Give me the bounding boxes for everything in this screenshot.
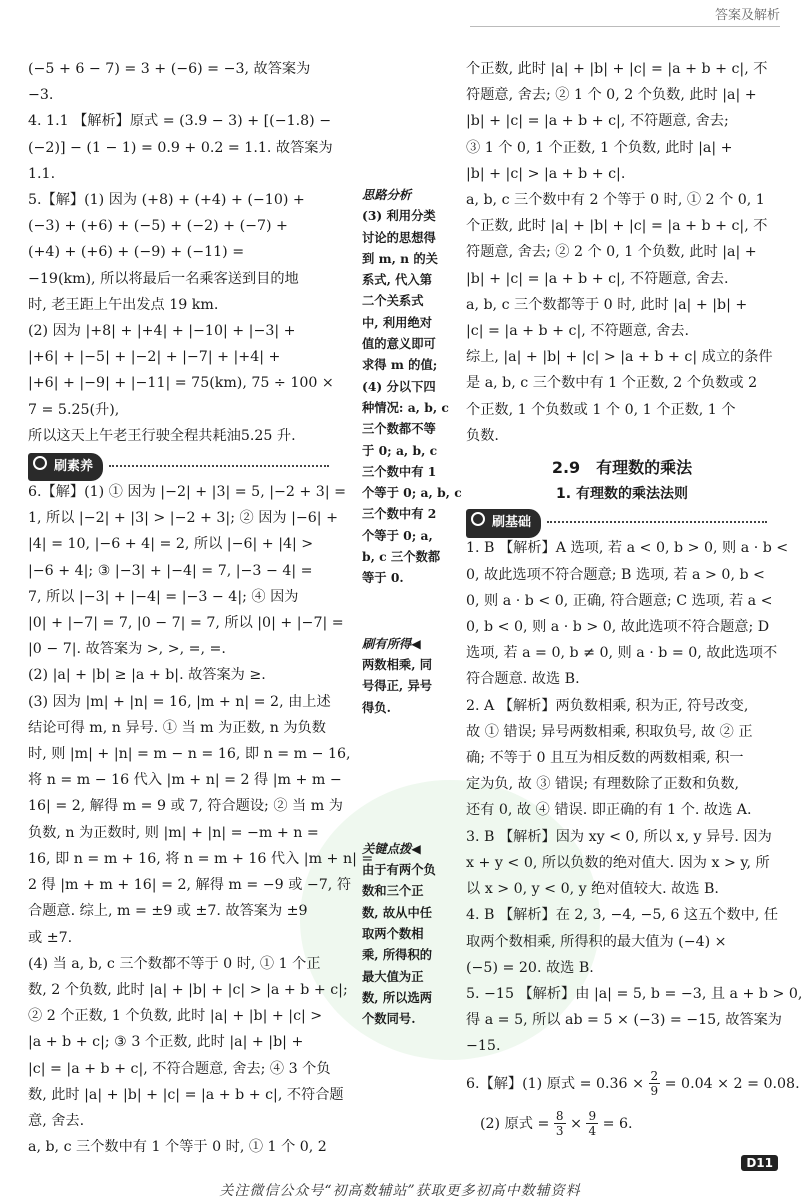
right-column bbox=[466, 56, 802, 1144]
spacer bbox=[362, 589, 454, 633]
text-line: 4. B 【解析】在 2, 3, −4, −5, 6 这五个数中, 任 bbox=[466, 907, 779, 924]
text-line: a, b, c 三个数都等于 0 时, 此时 |a| + |b| + bbox=[466, 296, 748, 313]
text-line: 个正数, 此时 |a| + |b| + |c| = |a + b + c|, 不 bbox=[466, 61, 768, 77]
side-note-line: 值的意义即可 bbox=[362, 336, 436, 352]
text-line: 数, 此时 |a| + |b| + |c| = |a + b + c|, 不符合题 bbox=[28, 1086, 344, 1103]
text-line: 或 ±7. bbox=[28, 929, 73, 946]
text-line: (4) 当 a, b, c 三个数都不等于 0 时, ① 1 个正 bbox=[28, 955, 321, 972]
text-line: (3) 因为 |m| + |n| = 16, |m + n| = 2, 由上述 bbox=[28, 693, 331, 710]
text-line: 2 得 |m + m + 16| = 2, 解得 m = −9 或 −7, 符 bbox=[28, 877, 352, 894]
text-line: |c| = |a + b + c|, 不符合题意, 舍去; ④ 3 个负 bbox=[28, 1060, 331, 1077]
text-line: ② 2 个正数, 1 个负数, 此时 |a| + |b| + |c| > bbox=[28, 1008, 323, 1025]
text-line: −19(km), 所以将最后一名乘客送到目的地 bbox=[28, 270, 299, 287]
page-number: D11 bbox=[741, 1155, 778, 1171]
side-note-line: 求得 m 的值; bbox=[362, 357, 438, 373]
text-line: 0, 则 a · b < 0, 正确, 符合题意; C 选项, 若 a < bbox=[466, 592, 773, 609]
text-line: (−3) + (+6) + (−5) + (−2) + (−7) + bbox=[28, 218, 288, 235]
text-line: |+6| + |−9| + |−11| = 75(km), 75 ÷ 100 × bbox=[28, 375, 334, 392]
text-line: 5.【解】(1) 因为 (+8) + (+4) + (−10) + bbox=[28, 192, 305, 209]
eq-text: × bbox=[570, 1115, 582, 1132]
text-line: 3. B 【解析】因为 xy < 0, 所以 x, y 异号. 因为 bbox=[466, 828, 772, 845]
side-note-line: 系式, 代入第 bbox=[362, 272, 433, 288]
section-badge-row bbox=[28, 453, 358, 477]
text-line: −15. bbox=[466, 1038, 501, 1055]
text-line: 意, 舍去. bbox=[28, 1112, 85, 1129]
text-line: |c| = |a + b + c|, 不符题意, 舍去. bbox=[466, 323, 689, 340]
header-title: 答案及解析 bbox=[714, 8, 780, 23]
side-note-line: 数, 故从中任 bbox=[362, 904, 433, 920]
text-line: 是 a, b, c 三个数中有 1 个正数, 2 个负数或 2 bbox=[466, 375, 758, 392]
text-line: 符合题意. 故选 B. bbox=[466, 671, 580, 688]
dotted-divider bbox=[109, 465, 329, 467]
text-line: (−5) = 20. 故选 B. bbox=[466, 959, 594, 976]
text-line: 2. A 【解析】两负数相乘, 积为正, 符号改变, bbox=[466, 697, 749, 714]
badge-shuasuyang: 刷素养 bbox=[28, 453, 103, 481]
text-line: |0 − 7|. 故答案为 >, >, =, =. bbox=[28, 641, 226, 658]
text-line: a, b, c 三个数中有 1 个等于 0 时, ① 1 个 0, 2 bbox=[28, 1139, 327, 1156]
text-line: 个正数, 1 个负数或 1 个 0, 1 个正数, 1 个 bbox=[466, 401, 736, 418]
fraction bbox=[586, 1109, 598, 1138]
text-line: 16, 即 n = m + 16, 将 n = m + 16 代入 |m + n| = bbox=[28, 850, 374, 867]
badge-shuajichu: 刷基础 bbox=[466, 509, 541, 537]
text-line: (−2)] − (1 − 1) = 0.9 + 0.2 = 1.1. 故答案为 bbox=[28, 139, 333, 156]
text-line: 负数. bbox=[466, 427, 499, 444]
side-note-line: 三个数中有 1 bbox=[362, 463, 437, 479]
text-line: 得 a = 5, 所以 ab = 5 × (−3) = −15, 故答案为 bbox=[466, 1012, 782, 1029]
text-line: |4| = 10, |−6 + 4| = 2, 所以 |−6| + |4| > bbox=[28, 536, 314, 553]
text-line: −3. bbox=[28, 87, 54, 104]
text-line: 负数, n 为正数时, 则 |m| + |n| = −m + n = bbox=[28, 824, 319, 841]
text-line: 时, 老王距上午出发点 19 km. bbox=[28, 296, 219, 313]
fraction-numerator: 2 bbox=[650, 1069, 659, 1084]
side-note-line: 乘, 所得积的 bbox=[362, 947, 433, 963]
spacer bbox=[362, 718, 454, 838]
side-note-line: 数, 所以选两 bbox=[362, 989, 433, 1005]
text-line: 综上, |a| + |b| + |c| > |a + b + c| 成立的条件 bbox=[466, 349, 773, 366]
text-line: 0, b < 0, 则 a · b > 0, 故此选项不符合题意; D bbox=[466, 619, 770, 636]
eq-text: = 6. bbox=[602, 1115, 633, 1132]
side-note-line: (3) 利用分类 bbox=[362, 208, 436, 224]
side-note-line: 讨论的思想得 bbox=[362, 229, 436, 245]
text-line: 确; 不等于 0 且互为相反数的两数相乘, 积一 bbox=[466, 750, 744, 767]
text-line: 5. −15 【解析】由 |a| = 5, b = −3, 且 a + b > 0, bbox=[466, 985, 802, 1002]
side-note-line: 两数相乘, 同 bbox=[362, 656, 433, 672]
text-line: 7 = 5.25(升), bbox=[28, 401, 120, 418]
text-line: 0, 故此选项不符合题意; B 选项, 若 a > 0, b < bbox=[466, 566, 765, 583]
side-note-line: 到 m, n 的关 bbox=[362, 250, 438, 266]
text-line: 6.【解】(1) ① 因为 |−2| + |3| = 5, |−2 + 3| = bbox=[28, 484, 347, 501]
fraction-denominator: 9 bbox=[650, 1084, 659, 1099]
text-line: 4. 1.1 【解析】原式 = (3.9 − 3) + [(−1.8) − bbox=[28, 113, 332, 130]
section-badge-row bbox=[466, 509, 778, 533]
side-note-line: 数和三个正 bbox=[362, 883, 424, 899]
side-note-line: 得负. bbox=[362, 699, 391, 715]
text-line: 16| = 2, 解得 m = 9 或 7, 符合题设; ② 当 m 为 bbox=[28, 798, 343, 815]
text-line: (−5 + 6 − 7) = 3 + (−6) = −3, 故答案为 bbox=[28, 61, 311, 77]
side-note-line: 个数同号. bbox=[362, 1011, 416, 1027]
left-column bbox=[28, 56, 374, 1160]
eq-text: (2) 原式 = bbox=[480, 1115, 550, 1132]
side-note-line: 最大值为正 bbox=[362, 968, 424, 984]
side-note-line: 于 0; a, b, c bbox=[362, 442, 438, 458]
header-divider bbox=[470, 26, 780, 27]
text-line: 1. B 【解析】A 选项, 若 a < 0, b > 0, 则 a · b < bbox=[466, 540, 789, 557]
text-line: |b| + |c| = |a + b + c|, 不符题意, 舍去. bbox=[466, 270, 729, 287]
side-note-line: 二个关系式 bbox=[362, 293, 424, 309]
side-note-line: 三个数中有 2 bbox=[362, 506, 437, 522]
fraction-numerator: 9 bbox=[588, 1109, 597, 1124]
side-note-line: 三个数都不等 bbox=[362, 421, 436, 437]
fraction bbox=[554, 1109, 566, 1138]
text-line: 合题意. 综上, m = ±9 或 ±7. 故答案为 ±9 bbox=[28, 903, 308, 920]
text-line: |0| + |−7| = 7, |0 − 7| = 7, 所以 |0| + |−7| = bbox=[28, 615, 344, 632]
text-line: x + y < 0, 所以负数的绝对值大. 因为 x > y, 所 bbox=[466, 854, 770, 871]
text-line: ③ 1 个 0, 1 个正数, 1 个负数, 此时 |a| + bbox=[466, 139, 733, 156]
side-note-line: 中, 利用绝对 bbox=[362, 314, 433, 330]
side-note-title: 关键点拨◀ bbox=[362, 840, 421, 856]
text-line: a, b, c 三个数中有 2 个等于 0 时, ① 2 个 0, 1 bbox=[466, 192, 765, 209]
side-note-line: 等于 0. bbox=[362, 570, 404, 586]
text-line: (2) 因为 |+8| + |+4| + |−10| + |−3| + bbox=[28, 323, 296, 340]
subsection-title: 1. 有理数的乘法法则 bbox=[556, 486, 688, 503]
text-line: 还有 0, 故 ④ 错误. 即正确的有 1 个. 故选 A. bbox=[466, 802, 752, 819]
footer-text: 关注微信公众号“初高数辅站”获取更多初高中数辅资料 bbox=[219, 1183, 581, 1199]
text-line: 定为负, 故 ③ 错误; 有理数除了正数和负数, bbox=[466, 776, 740, 793]
side-note-line: (4) 分以下四 bbox=[362, 378, 436, 394]
text-line: 时, 则 |m| + |n| = m − n = 16, 即 n = m − 16, bbox=[28, 746, 351, 763]
text-line: 故 ① 错误; 异号两数相乘, 积取负号, 故 ② 正 bbox=[466, 723, 753, 740]
text-line: 符题意, 舍去; ② 1 个 0, 2 个负数, 此时 |a| + bbox=[466, 87, 757, 104]
section-title: 2.9 有理数的乘法 bbox=[551, 458, 693, 478]
fraction-denominator: 3 bbox=[555, 1124, 564, 1139]
text-line: 将 n = m − 16 代入 |m + n| = 2 得 |m + m − bbox=[28, 772, 342, 789]
text-line: |−6 + 4|; ③ |−3| + |−4| = 7, |−3 − 4| = bbox=[28, 562, 313, 579]
side-note-line: 个等于 0; a, b, c bbox=[362, 485, 462, 501]
eq-text: = 0.04 × 2 = 0.08. bbox=[664, 1075, 800, 1092]
text-line: 符题意, 舍去; ② 2 个 0, 1 个负数, 此时 |a| + bbox=[466, 244, 757, 261]
fraction bbox=[649, 1069, 661, 1098]
text-line: 数, 2 个负数, 此时 |a| + |b| + |c| > |a + b + c|; bbox=[28, 981, 348, 998]
text-line: |b| + |c| > |a + b + c|. bbox=[466, 165, 626, 182]
side-note-line: 号得正, 异号 bbox=[362, 678, 433, 694]
fraction-denominator: 4 bbox=[588, 1124, 597, 1139]
text-line: (+4) + (+6) + (−9) + (−11) = bbox=[28, 244, 245, 261]
text-line: (2) |a| + |b| ≥ |a + b|. 故答案为 ≥. bbox=[28, 667, 266, 684]
text-line: 1.1. bbox=[28, 165, 56, 182]
text-line: 以 x > 0, y < 0, y 绝对值较大. 故选 B. bbox=[466, 881, 719, 898]
text-line: 个正数, 此时 |a| + |b| + |c| = |a + b + c|, 不 bbox=[466, 218, 768, 235]
text-line: 选项, 若 a = 0, b ≠ 0, 则 a · b = 0, 故此选项不 bbox=[466, 645, 778, 662]
side-note-line: 个等于 0; a, bbox=[362, 527, 433, 543]
text-line: |+6| + |−5| + |−2| + |−7| + |+4| + bbox=[28, 349, 281, 366]
side-note-title: 刷有所得◀ bbox=[362, 635, 421, 651]
text-line: |b| + |c| = |a + b + c|, 不符题意, 舍去; bbox=[466, 113, 729, 130]
fraction-numerator: 8 bbox=[555, 1109, 564, 1124]
equation-line bbox=[466, 1104, 778, 1144]
dotted-divider bbox=[547, 521, 767, 523]
side-notes bbox=[362, 184, 462, 1030]
side-note-line: 种情况: a, b, c bbox=[362, 399, 449, 415]
side-note-title: 思路分析 bbox=[362, 187, 412, 202]
eq-text: 6.【解】(1) 原式 = 0.36 × bbox=[466, 1075, 644, 1092]
text-line: 所以这天上午老王行驶全程共耗油5.25 升. bbox=[28, 427, 296, 444]
text-line: 结论可得 m, n 异号. ① 当 m 为正数, n 为负数 bbox=[28, 719, 326, 736]
text-line: 取两个数相乘, 所得积的最大值为 (−4) × bbox=[466, 933, 727, 950]
text-line: |a + b + c|; ③ 3 个正数, 此时 |a| + |b| + bbox=[28, 1034, 304, 1051]
text-line: 7, 所以 |−3| + |−4| = |−3 − 4|; ④ 因为 bbox=[28, 588, 299, 605]
text-line: 1, 所以 |−2| + |3| > |−2 + 3|; ② 因为 |−6| + bbox=[28, 510, 338, 527]
side-note-line: 由于有两个负 bbox=[362, 862, 436, 878]
side-note-line: 取两个数相 bbox=[362, 926, 424, 942]
equation-line bbox=[466, 1064, 800, 1104]
side-note-line: b, c 三个数都 bbox=[362, 549, 441, 565]
